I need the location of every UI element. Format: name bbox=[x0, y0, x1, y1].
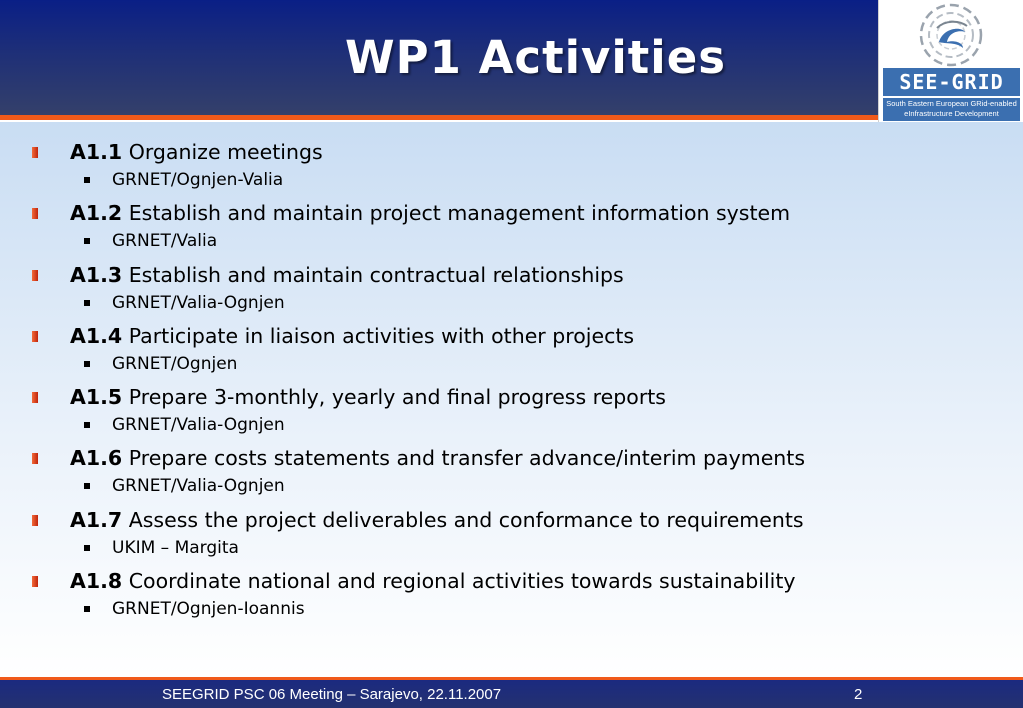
footer-bar bbox=[0, 677, 1023, 708]
sub-bullet-icon bbox=[84, 545, 90, 551]
sub-bullet-icon bbox=[84, 422, 90, 428]
activity-text: Assess the project deliverables and conformance to requirements bbox=[128, 507, 804, 532]
bullet-icon bbox=[32, 453, 38, 464]
bullet-icon bbox=[32, 331, 38, 342]
activity-line bbox=[70, 565, 796, 597]
activity-line bbox=[70, 259, 624, 291]
logo-tagline bbox=[883, 98, 1020, 121]
page-number: 2 bbox=[854, 686, 863, 703]
activity-owner: GRNET/Valia-Ognjen bbox=[112, 415, 285, 436]
activity-line bbox=[70, 320, 634, 352]
bullet-icon bbox=[32, 147, 38, 158]
activity-line bbox=[70, 504, 804, 536]
bullet-icon bbox=[32, 576, 38, 587]
logo-tagline-line2: eInfrastructure Development bbox=[904, 109, 999, 118]
sub-bullet-icon bbox=[84, 300, 90, 306]
activity-text: Prepare costs statements and transfer advance/interim payments bbox=[128, 446, 806, 471]
activity-owner: GRNET/Ognjen-Ioannis bbox=[112, 599, 305, 620]
activity-code: A1.8 bbox=[70, 569, 123, 594]
sub-bullet-icon bbox=[84, 177, 90, 183]
activity-item bbox=[0, 259, 1023, 320]
see-grid-logo bbox=[878, 0, 1023, 122]
activity-owner: UKIM – Margita bbox=[112, 537, 239, 558]
activity-text: Participate in liaison activities with other projects bbox=[128, 323, 635, 348]
activity-item bbox=[0, 504, 1023, 565]
content-area bbox=[0, 122, 1023, 676]
activity-owner: GRNET/Ognjen bbox=[112, 353, 238, 374]
activity-list bbox=[0, 136, 1023, 626]
activity-text: Organize meetings bbox=[128, 140, 323, 164]
activity-owner: GRNET/Valia bbox=[112, 231, 218, 252]
activity-code: A1.5 bbox=[70, 385, 123, 410]
bullet-icon bbox=[32, 392, 38, 403]
activity-line bbox=[70, 197, 790, 229]
header-band bbox=[0, 0, 878, 115]
sub-bullet-icon bbox=[84, 606, 90, 612]
bullet-icon bbox=[32, 515, 38, 526]
activity-text: Establish and maintain project management information system bbox=[128, 201, 791, 226]
activity-line bbox=[70, 381, 666, 413]
activity-item bbox=[0, 442, 1023, 503]
activity-item bbox=[0, 565, 1023, 626]
activity-code: A1.6 bbox=[70, 446, 123, 471]
sub-bullet-icon bbox=[84, 483, 90, 489]
header-divider bbox=[0, 115, 878, 120]
activity-item bbox=[0, 320, 1023, 381]
activity-owner: GRNET/Ognjen-Valia bbox=[112, 170, 284, 190]
logo-name: SEE-GRID bbox=[883, 68, 1020, 96]
activity-text: Coordinate national and regional activities towards sustainability bbox=[128, 569, 796, 594]
activity-code: A1.3 bbox=[70, 262, 123, 287]
grid-swirl-icon bbox=[909, 2, 993, 68]
activity-line bbox=[70, 442, 805, 474]
activity-item bbox=[0, 136, 1023, 197]
activity-owner: GRNET/Valia-Ognjen bbox=[112, 476, 285, 497]
bullet-icon bbox=[32, 270, 38, 281]
activity-code: A1.7 bbox=[70, 507, 123, 532]
activity-line bbox=[70, 136, 323, 168]
footer-text: SEEGRID PSC 06 Meeting – Sarajevo, 22.11.2007 bbox=[162, 686, 502, 703]
slide-title: WP1 Activities bbox=[344, 31, 726, 84]
activity-item bbox=[0, 197, 1023, 258]
logo-tagline-line1: South Eastern European GRid-enabled bbox=[886, 99, 1017, 108]
activity-item bbox=[0, 381, 1023, 442]
activity-owner: GRNET/Valia-Ognjen bbox=[112, 292, 285, 313]
activity-code: A1.2 bbox=[70, 201, 123, 226]
activity-text: Prepare 3-monthly, yearly and final progress reports bbox=[128, 385, 666, 410]
bullet-icon bbox=[32, 208, 38, 219]
activity-code: A1.4 bbox=[70, 323, 123, 348]
sub-bullet-icon bbox=[84, 238, 90, 244]
activity-text: Establish and maintain contractual relationships bbox=[128, 262, 624, 287]
activity-code: A1.1 bbox=[70, 140, 123, 164]
sub-bullet-icon bbox=[84, 361, 90, 367]
